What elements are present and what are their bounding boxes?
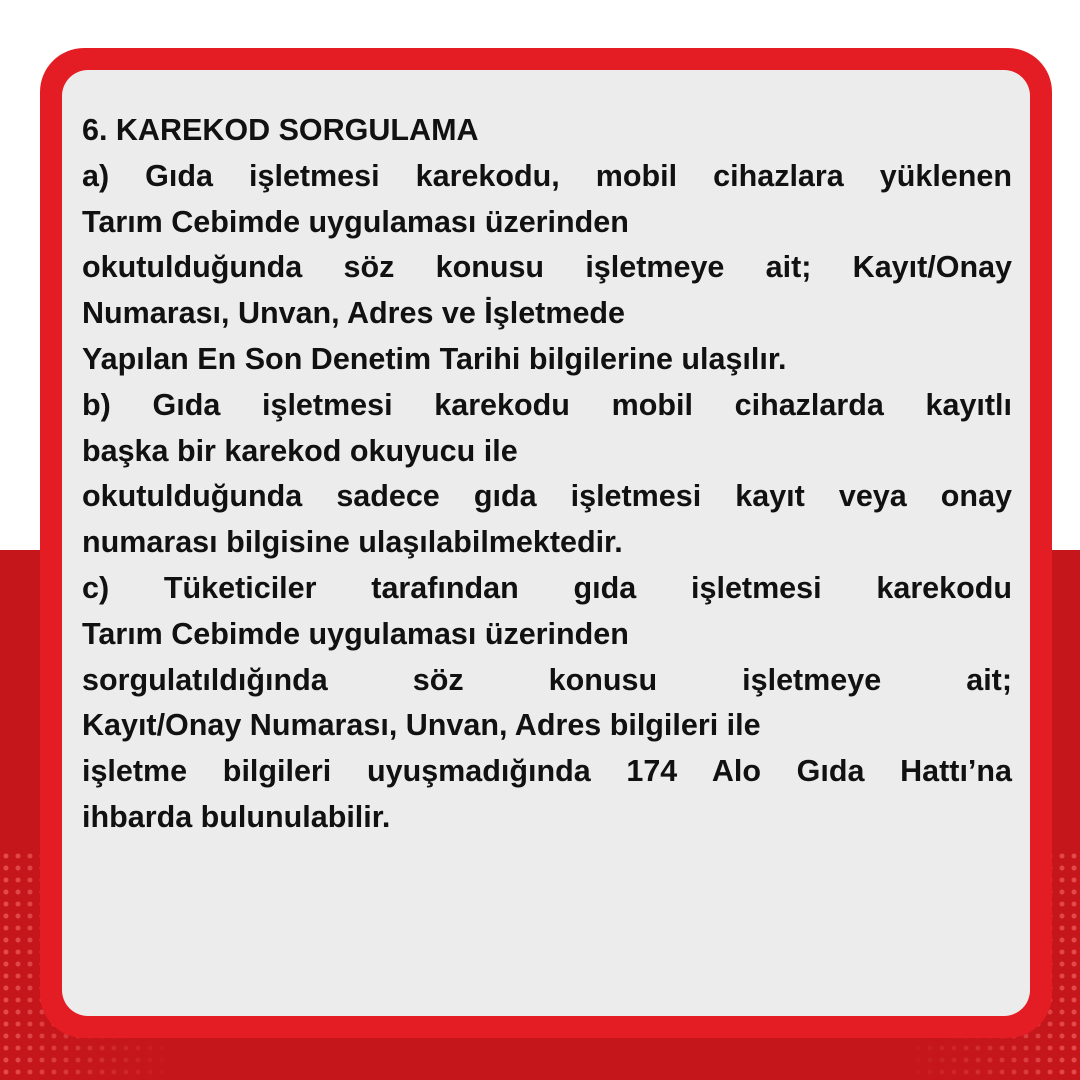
text-line: c) Tüketiciler tarafından gıda işletmesi karekodu [82,570,1012,605]
text-line: b) Gıda işletmesi karekodu mobil cihazlarda kayıtlı [82,387,1012,422]
text-line: başka bir karekod okuyucu ile [82,433,518,468]
text-line: sorgulatıldığında söz konusu işletmeye ait; [82,662,1012,697]
text-line: okutulduğunda söz konusu işletmeye ait; Kayıt/Onay [82,250,1012,285]
text-line: okutulduğunda sadece gıda işletmesi kayıt veya onay [82,479,1012,514]
text-line: Tarım Cebimde uygulaması üzerinden [82,616,629,651]
text-line: ihbarda bulunulabilir. [82,799,391,834]
document-text [82,108,1012,841]
text-line: numarası bilgisine ulaşılabilmektedir. [82,525,623,560]
text-line: Yapılan En Son Denetim Tarihi bilgilerine ulaşılır. [82,341,787,376]
text-line: Tarım Cebimde uygulaması üzerinden [82,204,629,239]
text-line: Numarası, Unvan, Adres ve İşletmede [82,296,626,331]
section-heading: 6. KAREKOD SORGULAMA [82,113,479,147]
text-line: Kayıt/Onay Numarası, Unvan, Adres bilgileri ile [82,708,761,743]
text-line: işletme bilgileri uyuşmadığında 174 Alo Gıda Hattı’na [82,754,1012,789]
text-line: a) Gıda işletmesi karekodu, mobil cihazlara yüklenen [82,158,1012,193]
